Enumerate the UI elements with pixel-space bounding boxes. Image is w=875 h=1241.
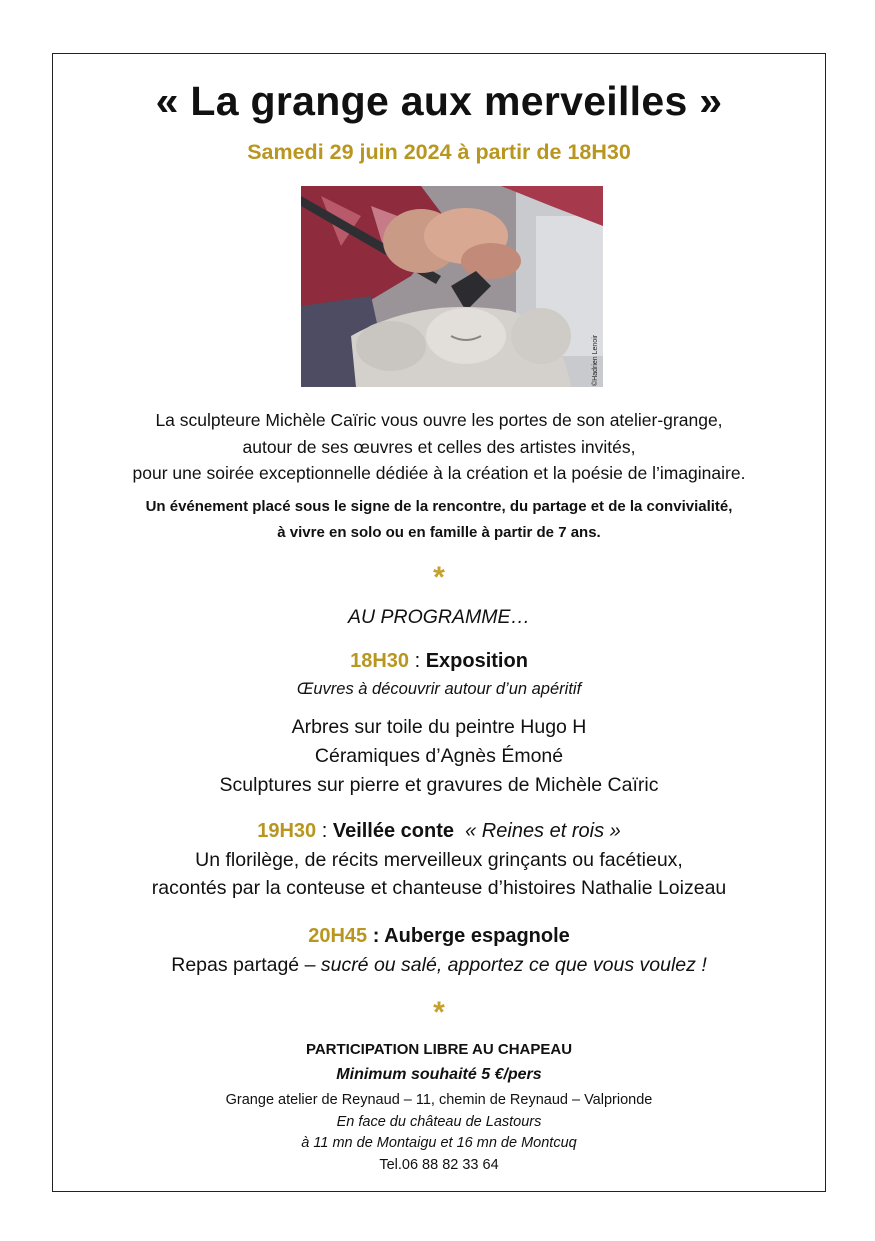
distance: à 11 mn de Montaigu et 16 mn de Montcuq bbox=[301, 1135, 577, 1151]
intro-line: autour de ses œuvres et celles des artistes invités, bbox=[242, 437, 636, 457]
slot-time: 19H30 bbox=[257, 820, 317, 842]
location: En face du château de Lastours bbox=[336, 1114, 542, 1130]
slot-title: Auberge espagnole bbox=[384, 925, 570, 947]
exhibit-line: Sculptures sur pierre et gravures de Michèle Caïric bbox=[219, 774, 659, 796]
intro-bold-line: Un événement placé sous le signe de la rencontre, du partage et de la convivialité, bbox=[145, 498, 733, 515]
event-title: « La grange aux merveilles » bbox=[155, 78, 723, 124]
intro-line: pour une soirée exceptionnelle dédiée à la création et la poésie de l’imaginaire. bbox=[132, 463, 746, 483]
slot-line bbox=[52, 954, 826, 977]
slot-line: Un florilège, de récits merveilleux grinçants ou facétieux, bbox=[195, 849, 683, 871]
slot-title: Veillée conte bbox=[332, 820, 454, 842]
intro-bold-line: à vivre en solo ou en famille à partir de 7 ans. bbox=[277, 524, 601, 541]
slot-title-extra: « Reines et rois » bbox=[465, 820, 621, 842]
participation: PARTICIPATION LIBRE AU CHAPEAU bbox=[305, 1041, 573, 1058]
separator-star: * bbox=[433, 996, 445, 1029]
minimum-price: Minimum souhaité 5 €/pers bbox=[336, 1066, 542, 1083]
program-slot-veillee: 19H30 : Veillée conte « Reines et rois » bbox=[257, 820, 621, 842]
slot-line: racontés par la conteuse et chanteuse d’histoires Nathalie Loizeau bbox=[151, 877, 727, 899]
slot-time: 20H45 bbox=[308, 925, 368, 947]
event-date: Samedi 29 juin 2024 à partir de 18H30 bbox=[247, 140, 631, 164]
slot-time: 18H30 bbox=[350, 650, 410, 672]
slot-subtitle: Œuvres à découvrir autour d’un apéritif bbox=[296, 680, 582, 698]
exhibit-line: Céramiques d’Agnès Émoné bbox=[314, 745, 564, 767]
address: Grange atelier de Reynaud – 11, chemin de Reynaud – Valprionde bbox=[225, 1092, 653, 1108]
photo-credit: ©Hadrien Lenoir bbox=[592, 334, 599, 386]
program-slot-auberge: 20H45 : Auberge espagnole bbox=[308, 925, 570, 947]
separator-star: * bbox=[433, 561, 445, 594]
phone: Tel.06 88 82 33 64 bbox=[379, 1157, 499, 1173]
slot-line-plain: Repas partagé – bbox=[171, 954, 321, 976]
intro-line: La sculpteure Michèle Caïric vous ouvre les portes de son atelier-grange, bbox=[155, 410, 723, 430]
sculptor-photo bbox=[301, 186, 603, 387]
slot-line-italic: sucré ou salé, apportez ce que vous voulez ! bbox=[320, 954, 707, 976]
program-heading: AU PROGRAMME… bbox=[347, 606, 530, 628]
program-slot-exposition: 18H30 : Exposition bbox=[350, 650, 528, 672]
exhibit-line: Arbres sur toile du peintre Hugo H bbox=[291, 716, 587, 738]
slot-title: Exposition bbox=[425, 650, 528, 672]
